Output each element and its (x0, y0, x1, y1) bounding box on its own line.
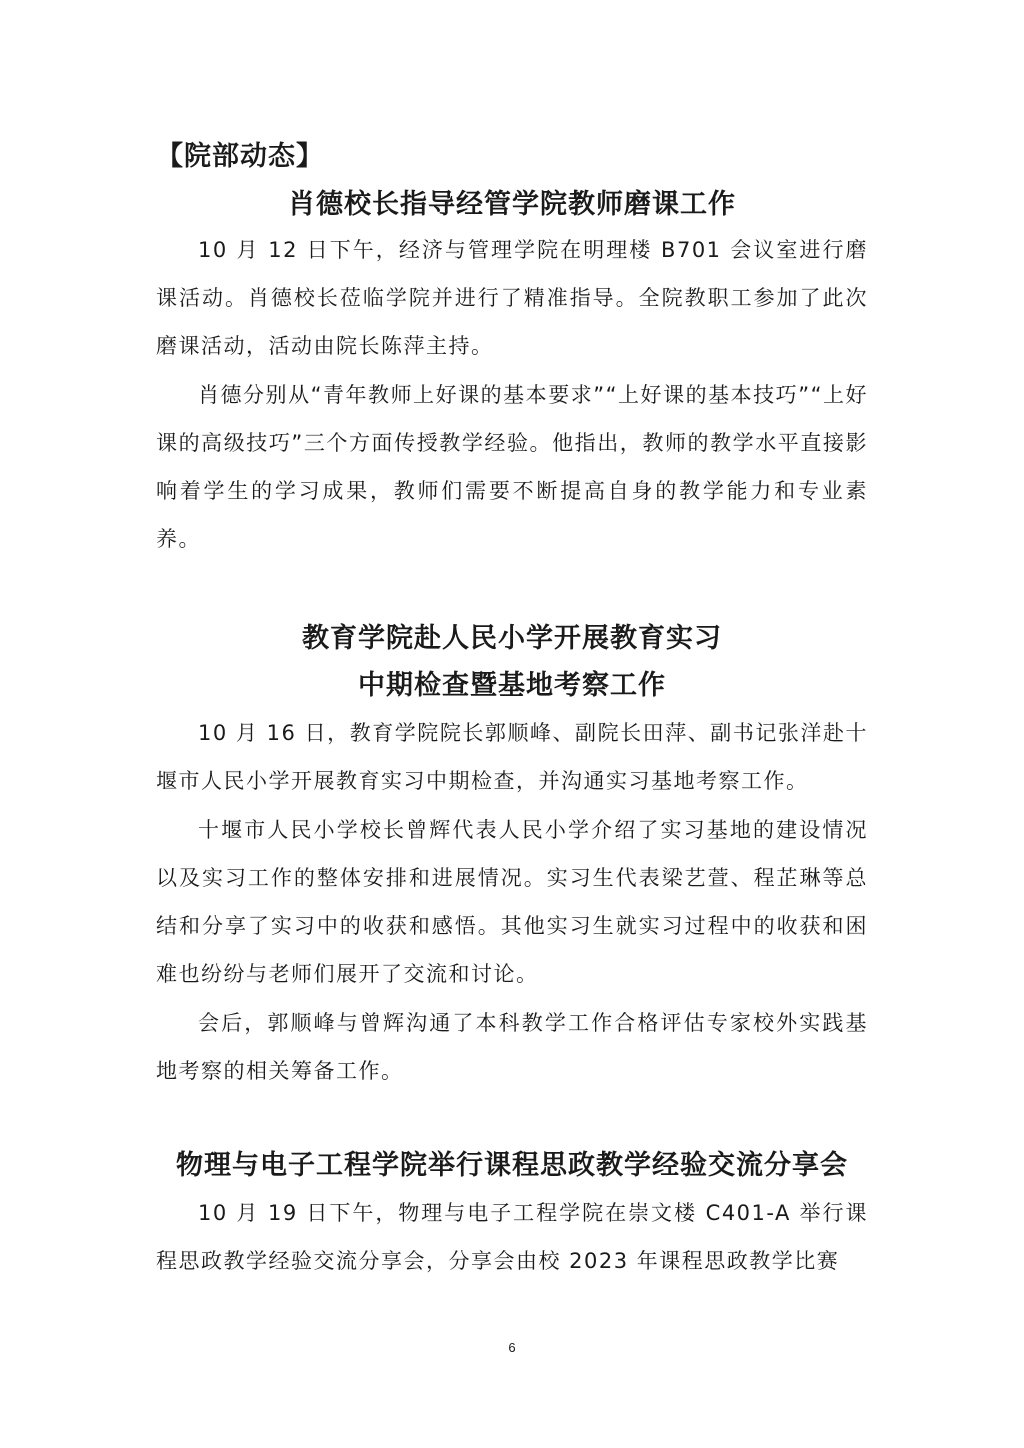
article-1-paragraph-1: 10 月 12 日下午，经济与管理学院在明理楼 B701 会议室进行磨课活动。肖德校长莅临学院并进行了精准指导。全院教职工参加了此次磨课活动，活动由院长陈萍主持。 (156, 238, 868, 358)
article-3-paragraph-1: 10 月 19 日下午，物理与电子工程学院在崇文楼 C401-A 举行课程思政教学经验交流分享会，分享会由校 2023 年课程思政教学比赛 (156, 1201, 868, 1273)
article-2-paragraph-1: 10 月 16 日，教育学院院长郭顺峰、副院长田萍、副书记张洋赴十堰市人民小学开展教育实习中期检查，并沟通实习基地考察工作。 (156, 721, 868, 793)
page-number: 6 (508, 1340, 516, 1355)
article-2-title-line-2: 中期检查暨基地考察工作 (358, 670, 666, 701)
article-2-title-line-1: 教育学院赴人民小学开展教育实习 (302, 623, 722, 654)
section-tag: 【院部动态】 (156, 141, 324, 172)
article-3-title: 物理与电子工程学院举行课程思政教学经验交流分享会 (176, 1150, 848, 1181)
article-1-paragraph-2: 肖德分别从“青年教师上好课的基本要求”“上好课的基本技巧”“上好课的高级技巧”三个方面传授教学经验。他指出，教师的教学水平直接影响着学生的学习成果，教师们需要不断提高自身的教学能力和专业素养。 (156, 383, 868, 551)
article-2-paragraph-3: 会后，郭顺峰与曾辉沟通了本科教学工作合格评估专家校外实践基地考察的相关筹备工作。 (156, 1011, 868, 1083)
article-1-title: 肖德校长指导经管学院教师磨课工作 (288, 189, 736, 220)
article-2-paragraph-2: 十堰市人民小学校长曾辉代表人民小学介绍了实习基地的建设情况以及实习工作的整体安排和进展情况。实习生代表梁艺萱、程芷琳等总结和分享了实习中的收获和感悟。其他实习生就实习过程中的收获和困难也纷纷与老师们展开了交流和讨论。 (156, 818, 868, 986)
